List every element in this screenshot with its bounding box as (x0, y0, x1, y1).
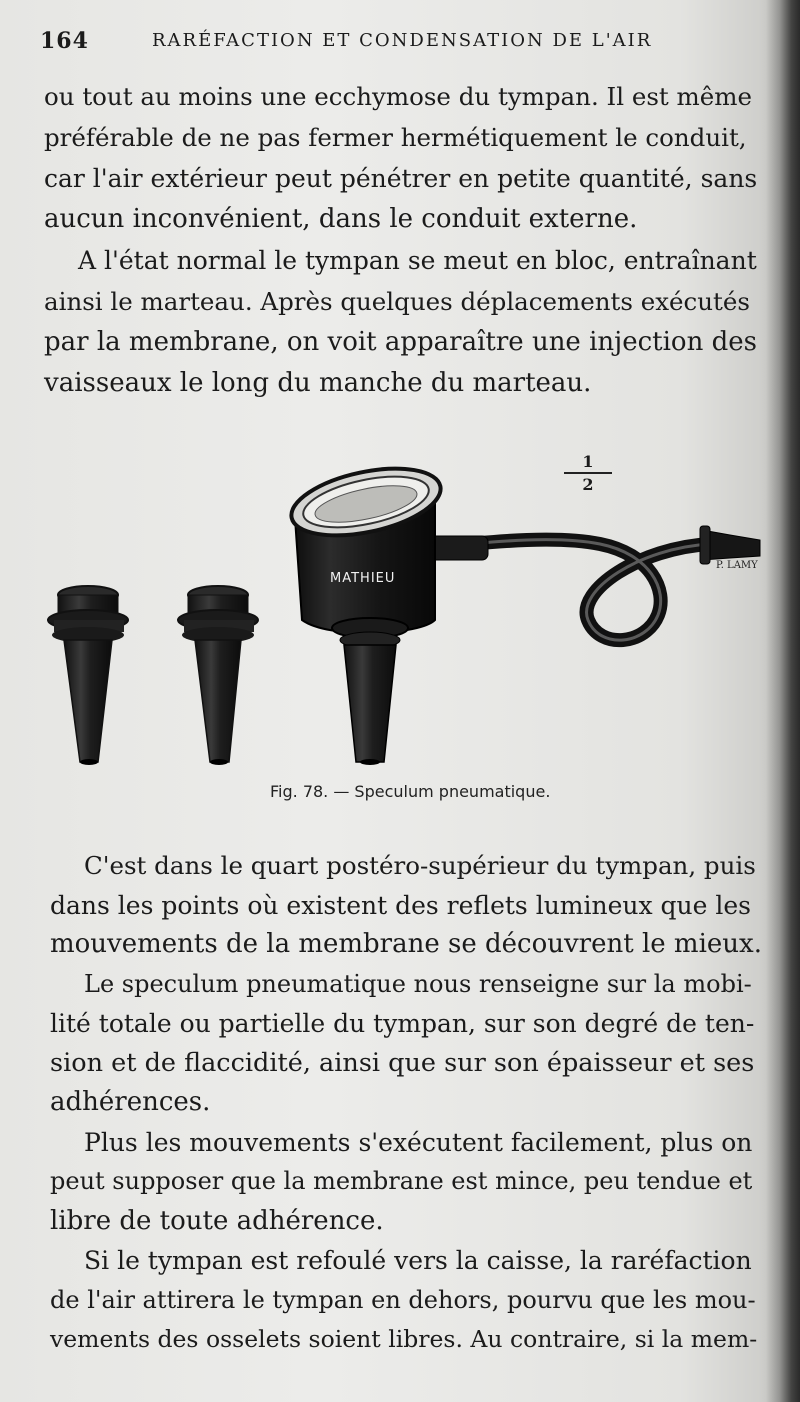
bottom-text-block (50, 846, 762, 1360)
text-line: lité totale ou partielle du tympan, sur son degré de ten- (50, 1009, 755, 1038)
text-line: aucun inconvénient, dans le conduit externe. (44, 204, 638, 234)
scale-numerator: 1 (582, 452, 594, 471)
engraver-signature: P. LAMY (716, 560, 758, 571)
ear-tip-left (48, 586, 128, 765)
rubber-tube (428, 526, 760, 640)
page-number: 164 (40, 28, 89, 54)
scale-denominator: 2 (582, 475, 594, 494)
text-line: peut supposer que la membrane est mince, peu tendue et (50, 1167, 753, 1195)
running-title: RARÉFACTION ET CONDENSATION DE L'AIR (152, 30, 653, 51)
text-line: ainsi le marteau. Après quelques déplacements exécutés (44, 287, 750, 316)
text-line: libre de toute adhérence. (50, 1205, 384, 1236)
figure-caption: Fig. 78. — Speculum pneumatique. (270, 782, 551, 801)
text-line: vements des osselets soient libres. Au contraire, si la mem- (50, 1325, 758, 1353)
ear-tip-middle (178, 586, 258, 765)
text-line: vaisseaux le long du manche du marteau. (44, 368, 592, 398)
text-line: de l'air attirera le tympan en dehors, pourvu que les mou- (50, 1285, 756, 1314)
page-gutter-shadow (766, 0, 800, 1402)
page-header (40, 24, 740, 64)
text-line: ou tout au moins une ecchymose du tympan. Il est même (44, 82, 752, 111)
text-line: Si le tympan est refoulé vers la caisse, la raréfaction (84, 1246, 752, 1275)
speculum-illustration (40, 440, 765, 780)
text-line: par la membrane, on voit apparaître une injection des (44, 327, 757, 357)
text-line: C'est dans le quart postéro-supérieur du tympan, puis (84, 851, 756, 880)
text-line: car l'air extérieur peut pénétrer en petite quantité, sans (44, 164, 758, 193)
text-line: sion et de flaccidité, ainsi que sur son épaisseur et ses (50, 1047, 755, 1078)
speculum-body (285, 457, 446, 765)
text-line: adhérences. (50, 1087, 211, 1117)
text-line: A l'état normal le tympan se meut en bloc, entraînant (78, 246, 757, 275)
text-line: Plus les mouvements s'exécutent facilement, plus on (84, 1127, 753, 1157)
top-text-block (44, 76, 760, 404)
maker-mark: MATHIEU (330, 571, 396, 586)
text-line: dans les points où existent des reflets lumineux que les (50, 890, 752, 920)
text-line: Le speculum pneumatique nous renseigne sur la mobi- (84, 969, 752, 998)
text-line: préférable de ne pas fermer hermétiquement le conduit, (44, 123, 747, 152)
text-line: mouvements de la membrane se découvrent le mieux. (50, 929, 762, 959)
